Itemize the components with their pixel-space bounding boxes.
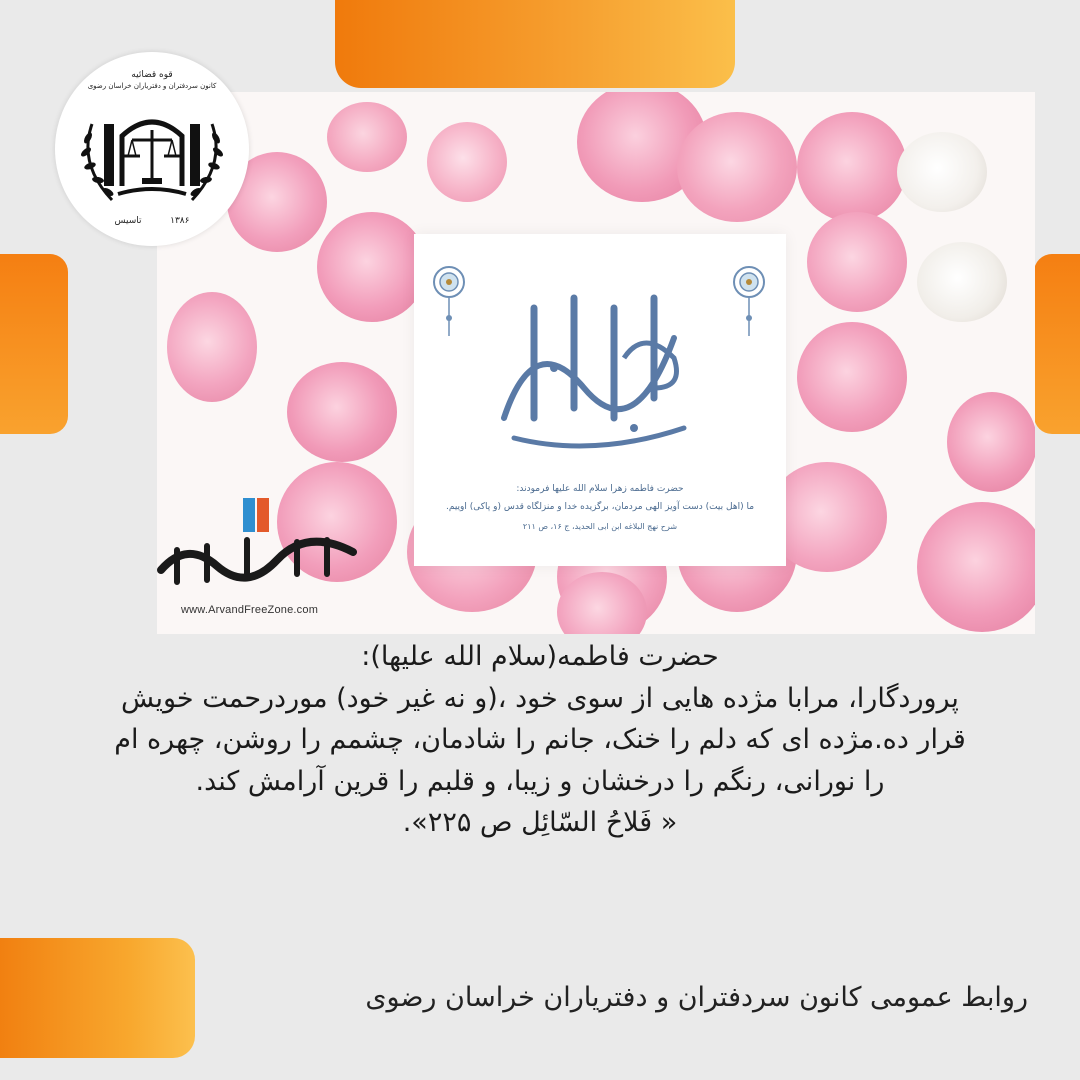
top-orange-tab <box>335 0 735 88</box>
right-orange-tab <box>1034 254 1080 434</box>
seal-title-text: قوه قضائیه <box>131 70 173 80</box>
ornament-medallion-icon <box>732 262 766 342</box>
ornament-medallion-icon <box>432 262 466 342</box>
quote-line: « فَلاحُ السّائِل ص ۲۲۵». <box>402 807 678 839</box>
rose <box>807 212 907 312</box>
seal-title <box>55 70 249 91</box>
judiciary-seal-logo <box>55 52 249 246</box>
rose <box>317 212 427 322</box>
rose <box>167 292 257 402</box>
seal-founded-year: ۱۳۸۶ <box>170 216 190 226</box>
rose <box>427 122 507 202</box>
quote-block <box>40 636 1040 844</box>
seal-subtitle-text: کانون سردفتران و دفتریاران خراسان رضوی <box>87 81 217 90</box>
rose <box>287 362 397 462</box>
footer-credit: روابط عمومی کانون سردفتران و دفتریاران خراسان رضوی <box>365 982 1028 1013</box>
arvand-free-zone-logo <box>157 490 357 616</box>
rose <box>917 502 1035 632</box>
seal-founded <box>55 216 249 226</box>
calligraphy-card <box>414 234 786 566</box>
quote-line: قرار ده.مژده ای که دلم را خنک، جانم را شادمان، چشمم را روشن، چهره ام <box>114 724 966 756</box>
rose <box>327 102 407 172</box>
justice-scales-icon <box>72 94 232 212</box>
quote-line: حضرت فاطمه(سلام الله علیها): <box>361 641 719 672</box>
seal-founded-label: تاسیس <box>114 216 142 226</box>
website-url: www.ArvandFreeZone.com <box>181 604 319 616</box>
quote-line: پروردگارا، مرابا مژده هایی از سوی خود ،(و نه غیر خود) موردرحمت خویش <box>121 682 959 714</box>
poster-image <box>157 92 1035 634</box>
card-source: شرح نهج البلاغه ابن ابی الحدید، ج ۱۶، ص ۲۱۱ <box>522 522 678 531</box>
card-quote: ما (اهل بیت) دست آویز الهی مردمان، برگزیده خدا و منزلگاه قدس (و پاکی) اوییم. <box>445 502 755 512</box>
calligraphy-art <box>474 268 724 458</box>
quote-line: را نورانی، رنگم را درخشان و زیبا، و قلبم را قرین آرامش کند. <box>195 765 885 797</box>
rose <box>797 112 907 222</box>
rose <box>897 132 987 212</box>
rose <box>677 112 797 222</box>
rose <box>797 322 907 432</box>
left-orange-tab <box>0 254 68 434</box>
card-heading: حضرت فاطمه زهرا سلام الله علیها فرمودند: <box>516 484 684 494</box>
rose <box>947 392 1035 492</box>
rose <box>917 242 1007 322</box>
bottom-orange-tab <box>0 938 195 1058</box>
